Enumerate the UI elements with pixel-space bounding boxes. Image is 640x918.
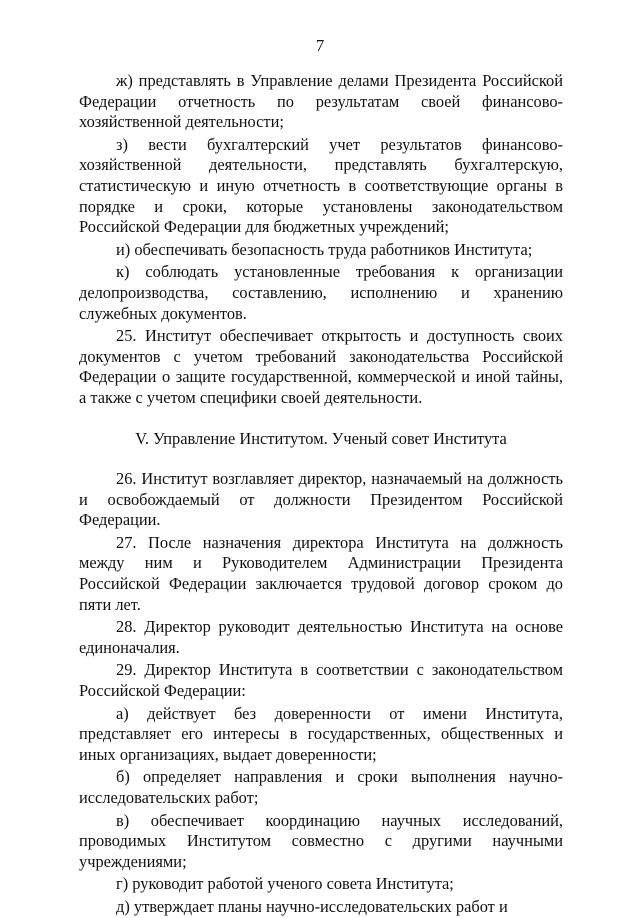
paragraph-26: 26. Институт возглавляет директор, назначаемый на должность и освобождаемый от должности Президентом Российской Федерации. bbox=[79, 469, 563, 530]
paragraph-zh: ж) представлять в Управление делами Президента Российской Федерации отчетность по результатам своей финансово-хозяйственной деятельности; bbox=[79, 71, 563, 132]
paragraph-25: 25. Институт обеспечивает открытость и доступность своих документов с учетом требований законодательства Российской Федерации о защите государственной, коммерческой и иной тайны, а также с учетом специфики своей деятельности. bbox=[79, 326, 563, 407]
paragraph-29-v: в) обеспечивает координацию научных исследований, проводимых Институтом совместно с другими научными учреждениями; bbox=[79, 810, 563, 871]
paragraph-29-a: а) действует без доверенности от имени Института, представляет его интересы в государственных, общественных и иных организациях, выдает доверенности; bbox=[79, 703, 563, 764]
paragraph-29-g: г) руководит работой ученого совета Института; bbox=[116, 874, 454, 894]
paragraph-27: 27. После назначения директора Института на должность между ним и Руководителем Администрации Президента Российской Федерации заключается трудовой договор сроком до пяти лет. bbox=[79, 532, 563, 614]
document-body bbox=[79, 71, 563, 918]
paragraph-i: и) обеспечивать безопасность труда работников Института; bbox=[116, 239, 533, 259]
page-number: 7 bbox=[315, 36, 325, 55]
paragraph-29-b: б) определяет направления и сроки выполнения научно-исследовательских работ; bbox=[79, 767, 563, 807]
paragraph-29-d: д) утверждает планы научно-исследовательских работ и bbox=[116, 896, 508, 916]
paragraph-z: з) вести бухгалтерский учет результатов финансово-хозяйственной деятельности, представлять бухгалтерскую, статистическую и иную отчетность в соответствующие органы в порядке и сроки, которые установлены законодательством Российской Федерации для бюджетных учреждений; bbox=[79, 134, 563, 237]
paragraph-k: к) соблюдать установленные требования к организации делопроизводства, составлению, исполнению и хранению служебных документов. bbox=[79, 262, 563, 323]
paragraph-28: 28. Директор руководит деятельностью Института на основе единоначалия. bbox=[79, 617, 563, 657]
section-heading: V. Управление Институтом. Ученый совет Института bbox=[135, 428, 507, 448]
paragraph-29: 29. Директор Института в соответствии с законодательством Российской Федерации: bbox=[79, 660, 563, 701]
